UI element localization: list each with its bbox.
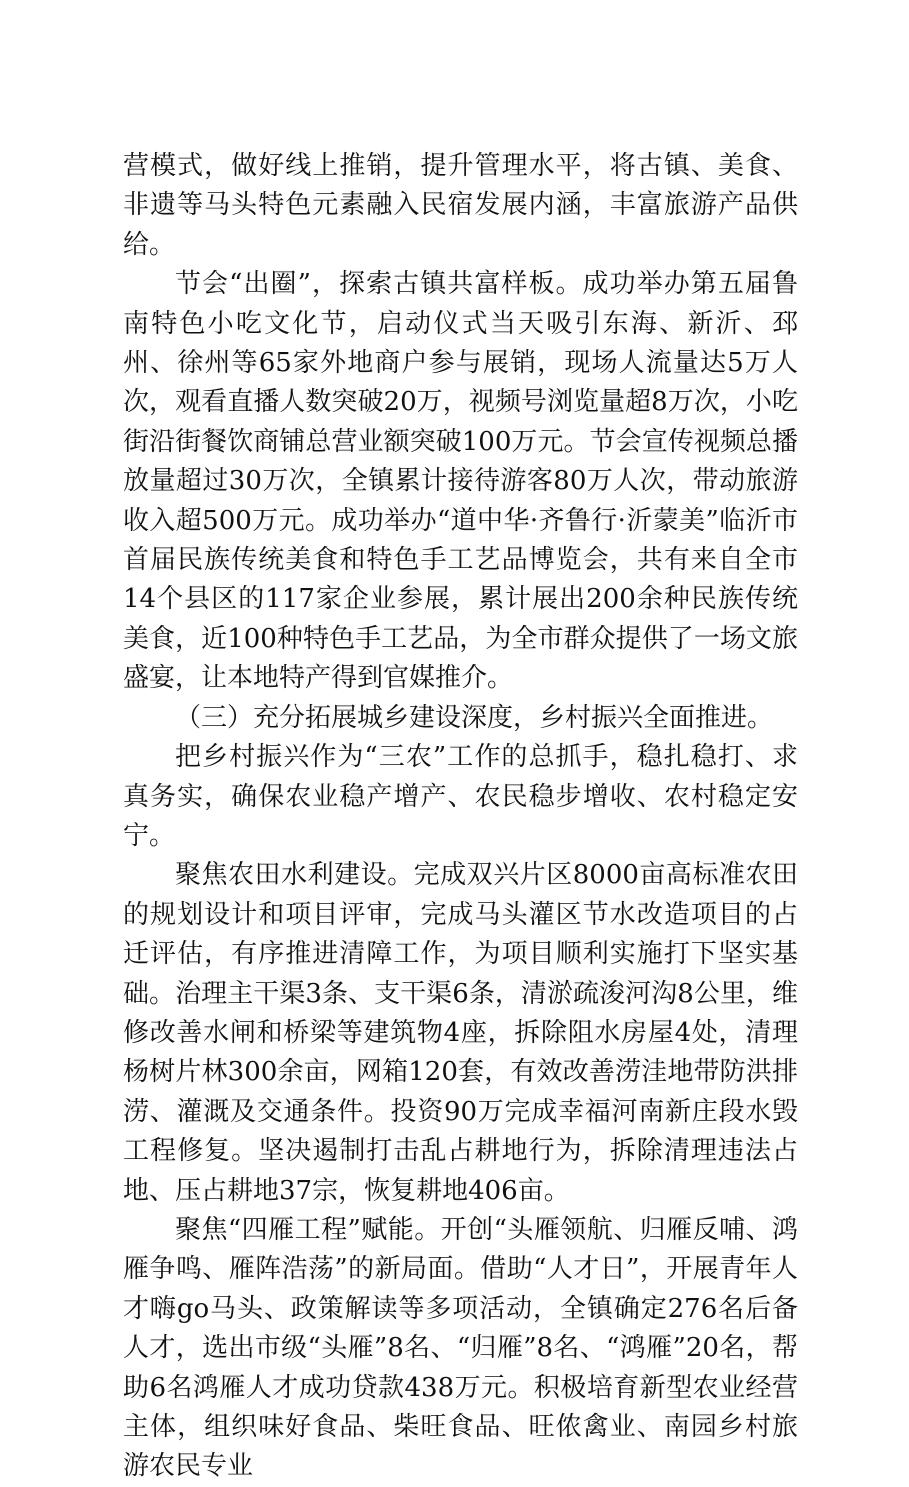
section-heading-rural-revitalization: （三）充分拓展城乡建设深度，乡村振兴全面推进。 xyxy=(175,702,774,733)
paragraph-four-geese: 聚焦“四雁工程”赋能。开创“头雁领航、归雁反哺、鸿雁争鸣、雁阵浩荡”的新局面。借助“人才日”，开展青年人才嗨go马头、政策解读等多项活动，全镇确定276名后备人才，选出市级“头雁”8名、“归雁”8名、“鸿雁”20名，帮助6名鸿雁人才成功贷款438万元。积极培育新型农业经营主体，组织味好食品、柴旺食品、旺侬禽业、南园乡村旅游农民专业 xyxy=(123,1214,798,1482)
paragraph-rural-intro: 把乡村振兴作为“三农”工作的总抓手，稳扎稳打、求真务实，确保农业稳产增产、农民稳步增收、农村稳定安宁。 xyxy=(123,742,798,851)
paragraph-farmland-water: 聚焦农田水利建设。完成双兴片区8000亩高标准农田的规划设计和项目评审，完成马头灌区节水改造项目的占迁评估，有序推进清障工作，为项目顺利实施打下坚实基础。治理主干渠3条、支干渠6条，清淤疏浚河沟8公里，维修改善水闸和桥梁等建筑物4座，拆除阻水房屋4处，清理杨树片林300余亩，网箱120套，有效改善涝洼地带防洪排涝、灌溉及交通条件。投资90万完成幸福河南新庄段水毁工程修复。坚决遏制打击乱占耕地行为，拆除清理违法占地、压占耕地37宗，恢复耕地406亩。 xyxy=(123,860,798,1206)
paragraph-continuation: 营模式，做好线上推销，提升管理水平，将古镇、美食、非遗等马头特色元素融入民宿发展内涵，丰富旅游产品供给。 xyxy=(123,151,798,260)
paragraph-festival: 节会“出圈”，探索古镇共富样板。成功举办第五届鲁南特色小吃文化节，启动仪式当天吸引东海、新沂、邳州、徐州等65家外地商户参与展销，现场人流量达5万人次，观看直播人数突破20万，视频号浏览量超8万次，小吃街沿街餐饮商铺总营业额突破100万元。节会宣传视频总播放量超过30万次，全镇累计接待游客80万人次，带动旅游收入超500万元。成功举办“道中华·齐鲁行·沂蒙美”临沂市首届民族传统美食和特色手工艺品博览会，共有来自全市14个县区的117家企业参展，累计展出200余种民族传统美食，近100种特色手工艺品，为全市群众提供了一场文旅盛宴，让本地特产得到官媒推介。 xyxy=(123,269,798,694)
